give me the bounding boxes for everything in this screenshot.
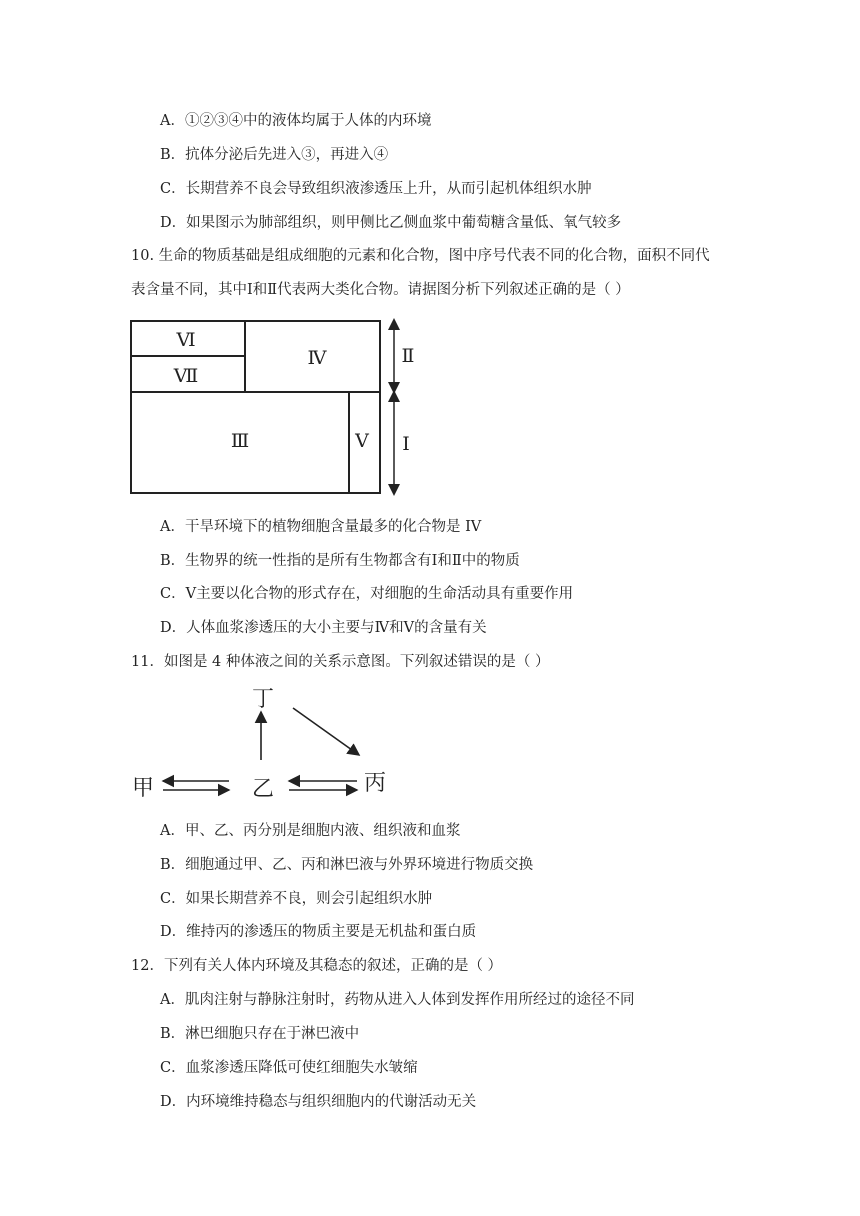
q10-option-d: D．人体血浆渗透压的大小主要与Ⅳ和Ⅴ的含量有关	[160, 620, 487, 636]
q12-option-b: B．淋巴细胞只存在于淋巴液中	[160, 1026, 360, 1042]
label-bing: 丙	[363, 771, 387, 796]
q12-option-a: A．肌肉注射与静脉注射时，药物从进入人体到发挥作用所经过的途径不同	[160, 992, 635, 1008]
label-yi: 乙	[251, 777, 275, 802]
q9-option-b: B．抗体分泌后先进入③，再进入④	[160, 147, 389, 163]
q11-option-b: B．细胞通过甲、乙、丙和淋巴液与外界环境进行物质交换	[160, 857, 534, 873]
q11-option-d: D．维持丙的渗透压的物质主要是无机盐和蛋白质	[160, 924, 477, 940]
label-jia: 甲	[131, 776, 155, 801]
q10-option-b: B．生物界的统一性指的是所有生物都含有Ⅰ和Ⅱ中的物质	[160, 553, 520, 569]
q10-option-c: C．Ⅴ主要以化合物的形式存在，对细胞的生命活动具有重要作用	[160, 586, 574, 602]
q12-stem: 12．下列有关人体内环境及其稳态的叙述，正确的是（ ）	[131, 958, 503, 974]
q10-stem-line2: 表含量不同，其中Ⅰ和Ⅱ代表两大类化合物。请据图分析下列叙述正确的是（ ）	[131, 282, 630, 298]
q10-option-a: A．干旱环境下的植物细胞含量最多的化合物是 IV	[160, 519, 482, 535]
q12-option-c: C．血浆渗透压降低可使红细胞失水皱缩	[160, 1060, 418, 1076]
label-i: Ⅰ	[402, 433, 410, 455]
label-ding: 丁	[251, 687, 275, 712]
label-iv: Ⅳ	[307, 347, 327, 369]
label-vii: Ⅶ	[173, 365, 199, 387]
q11-stem: 11．如图是 4 种体液之间的关系示意图。下列叙述错误的是（ ）	[131, 654, 550, 670]
label-v: Ⅴ	[355, 430, 369, 452]
q9-option-c: C．长期营养不良会导致组织液渗透压上升，从而引起机体组织水肿	[160, 181, 592, 197]
q11-option-c: C．如果长期营养不良，则会引起组织水肿	[160, 891, 433, 907]
q10-figure	[120, 312, 430, 502]
q11-option-a: A．甲、乙、丙分别是细胞内液、组织液和血浆	[160, 823, 461, 839]
q9-option-d: D．如果图示为肺部组织，则甲侧比乙侧血浆中葡萄糖含量低、氧气较多	[160, 215, 622, 231]
label-ii: Ⅱ	[401, 345, 415, 367]
q10-stem-line1: 10. 生命的物质基础是组成细胞的元素和化合物，图中序号代表不同的化合物，面积不同代	[131, 248, 710, 264]
label-vi: Ⅵ	[176, 329, 196, 351]
q11-figure	[125, 680, 405, 810]
label-iii: Ⅲ	[230, 430, 250, 452]
q12-option-d: D．内环境维持稳态与组织细胞内的代谢活动无关	[160, 1094, 477, 1110]
q9-option-a: A．①②③④中的液体均属于人体的内环境	[160, 113, 432, 129]
